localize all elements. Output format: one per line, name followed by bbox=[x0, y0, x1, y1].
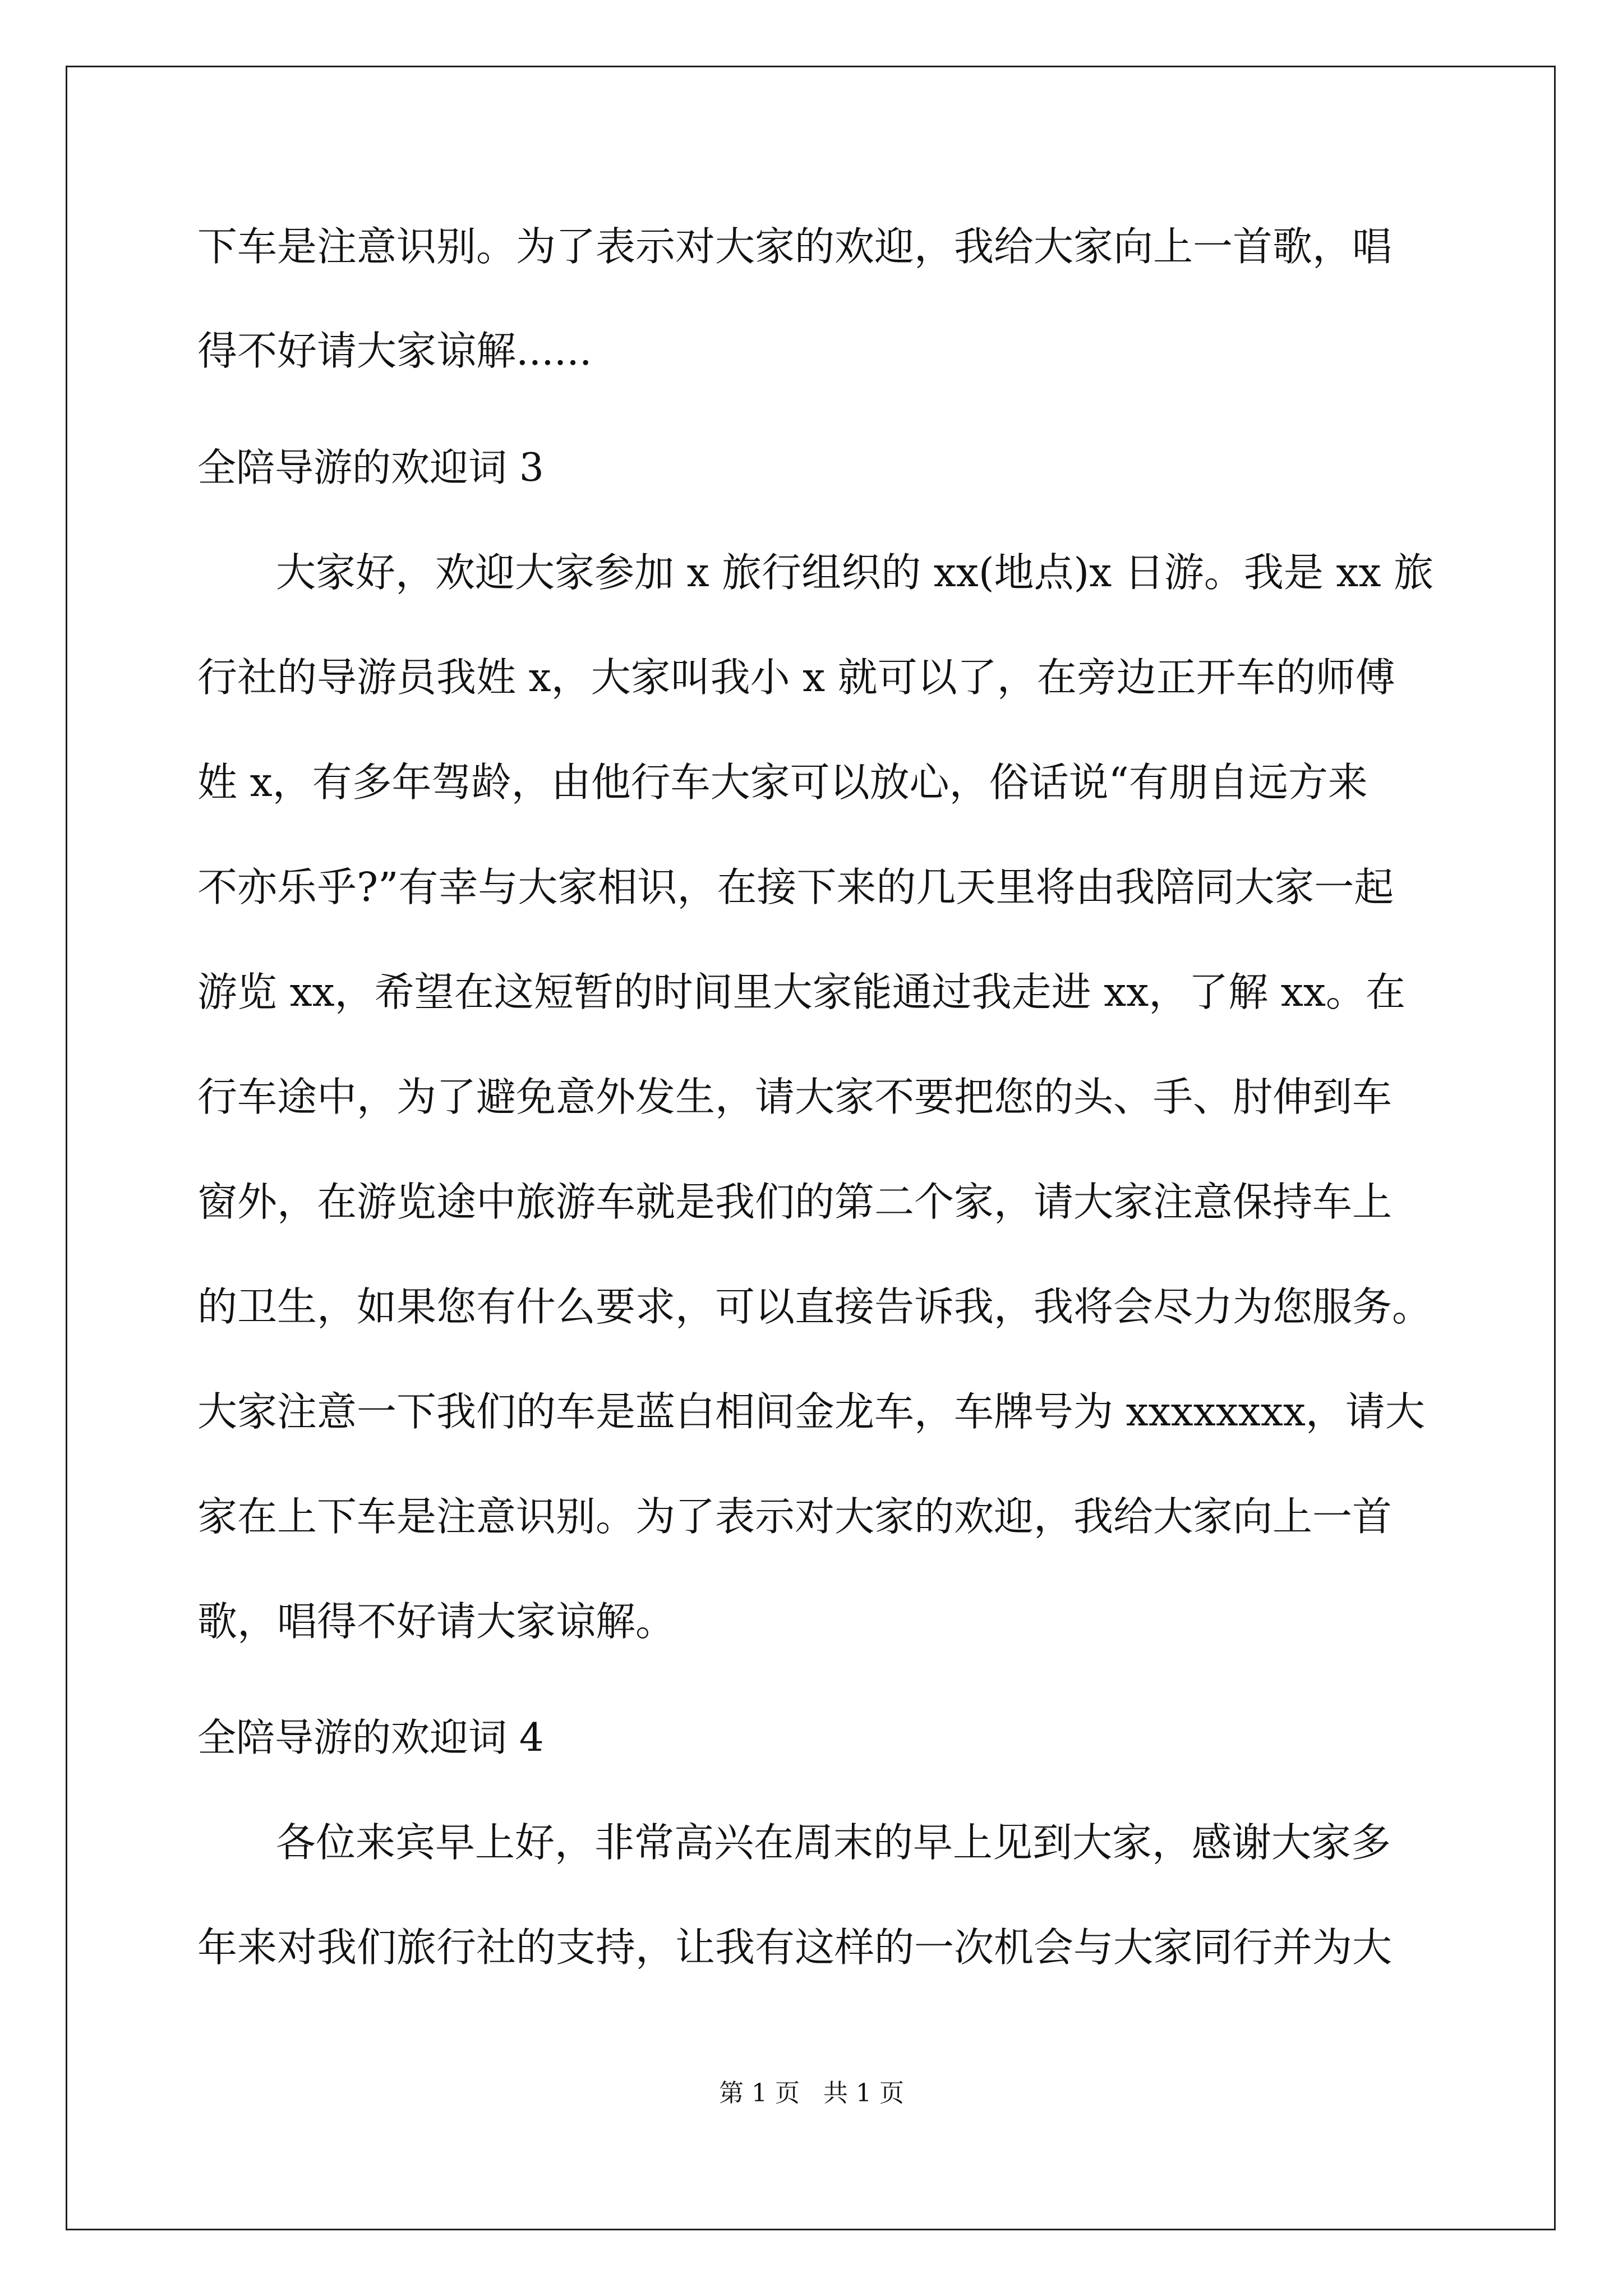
paragraph-line: 的卫生，如果您有什么要求，可以直接告诉我，我将会尽力为您服务。 bbox=[197, 1283, 1432, 1330]
section-heading: 全陪导游的欢迎词 4 bbox=[197, 1715, 544, 1760]
page-footer: 第 1 页 共 1 页 bbox=[719, 2079, 904, 2108]
paragraph-line: 窗外，在游览途中旅游车就是我们的第二个家，请大家注意保持车上 bbox=[197, 1179, 1393, 1225]
paragraph-line: 不亦乐乎?”有幸与大家相识，在接下来的几天里将由我陪同大家一起 bbox=[197, 864, 1394, 910]
paragraph-line: 大家注意一下我们的车是蓝白相间金龙车，车牌号为 xxxxxxxx，请大 bbox=[197, 1388, 1425, 1435]
paragraph-line: 行社的导游员我姓 x，大家叫我小 x 就可以了，在旁边正开车的师傅 bbox=[197, 654, 1395, 701]
paragraph-line: 大家好，欢迎大家参加 x 旅行组织的 xx(地点)x 日游。我是 xx 旅 bbox=[276, 549, 1434, 596]
paragraph-line: 各位来宾早上好，非常高兴在周末的早上见到大家，感谢大家多 bbox=[276, 1819, 1391, 1866]
paragraph-line: 游览 xx，希望在这短暂的时间里大家能通过我走进 xx，了解 xx。在 bbox=[197, 969, 1405, 1015]
section-heading: 全陪导游的欢迎词 3 bbox=[197, 445, 544, 490]
paragraph-line: 歌，唱得不好请大家谅解。 bbox=[197, 1598, 676, 1645]
paragraph-line: 下车是注意识别。为了表示对大家的欢迎，我给大家向上一首歌，唱 bbox=[197, 223, 1393, 270]
paragraph-line: 年来对我们旅行社的支持，让我有这样的一次机会与大家同行并为大 bbox=[197, 1924, 1393, 1971]
paragraph-line: 得不好请大家谅解...... bbox=[197, 328, 592, 374]
paragraph-line: 行车途中，为了避免意外发生，请大家不要把您的头、手、肘伸到车 bbox=[197, 1074, 1393, 1120]
page-border bbox=[66, 66, 1556, 2230]
paragraph-line: 姓 x，有多年驾龄，由他行车大家可以放心，俗话说“有朋自远方来 bbox=[197, 759, 1368, 806]
paragraph-line: 家在上下车是注意识别。为了表示对大家的欢迎，我给大家向上一首 bbox=[197, 1493, 1393, 1540]
